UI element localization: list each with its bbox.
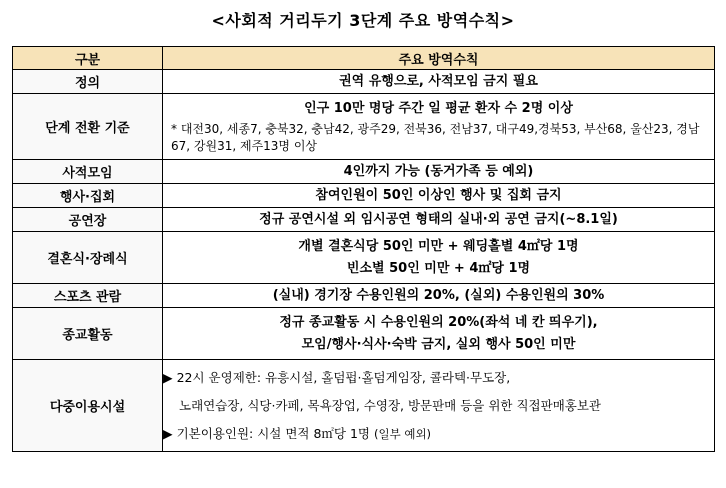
bullet-capacity: ▶ 기본이용인원: 시설 면적 8㎡당 1명 bbox=[163, 425, 370, 441]
header-rules: 주요 방역수칙 bbox=[163, 47, 715, 70]
row-rule bbox=[163, 284, 715, 308]
row-rule bbox=[163, 308, 715, 360]
table-row bbox=[13, 70, 715, 94]
table-row bbox=[13, 232, 715, 284]
rule-line: 권역 유행으로, 사적모임 금지 필요 bbox=[339, 73, 538, 89]
rule-line: 개별 결혼식당 50인 미만 + 웨딩홀별 4㎡당 1명 bbox=[298, 238, 579, 254]
row-category: 정의 bbox=[13, 70, 163, 94]
rule-line: 참여인원이 50인 이상인 행사 및 집회 금지 bbox=[315, 187, 562, 203]
table-header bbox=[13, 47, 715, 70]
bullet-capacity-note: (일부 예외) bbox=[373, 426, 432, 441]
row-rule bbox=[163, 232, 715, 284]
table-row bbox=[13, 360, 715, 452]
rule-line: 정규 공연시설 외 임시공연 형태의 실내·외 공연 금지(~8.1일) bbox=[259, 211, 618, 227]
row-category: 종교활동 bbox=[13, 308, 163, 360]
bullet-capacity-line bbox=[163, 420, 714, 448]
bullet-operating-hours: ▶ 22시 운영제한: 유흥시설, 홀덤펍·홀덤게임장, 콜라텍·무도장, bbox=[163, 369, 511, 385]
row-category: 결혼식·장례식 bbox=[13, 232, 163, 284]
row-rule bbox=[163, 70, 715, 94]
bullet-operating-hours-cont: 노래연습장, 식당·카페, 목욕장업, 수영장, 방문판매 등을 위한 직접판매홍보관 bbox=[179, 397, 602, 413]
rule-line: (실내) 경기장 수용인원의 20%, (실외) 수용인원의 30% bbox=[272, 287, 605, 303]
table-row bbox=[13, 94, 715, 160]
table-row bbox=[13, 208, 715, 232]
table-row bbox=[13, 308, 715, 360]
table-row bbox=[13, 160, 715, 184]
row-category: 단계 전환 기준 bbox=[13, 94, 163, 160]
rule-line: 모임/행사·식사·숙박 금지, 실외 행사 50인 미만 bbox=[301, 336, 576, 352]
regional-criteria-note: * 대전30, 세종7, 충북32, 충남42, 광주29, 전북36, 전남37, 대구49,경북53, 부산68, 울산23, 경남67, 강원31, 제주13명 이상 bbox=[171, 121, 700, 153]
rules-table bbox=[12, 46, 715, 452]
row-category: 사적모임 bbox=[13, 160, 163, 184]
row-rule bbox=[163, 184, 715, 208]
row-category: 행사·집회 bbox=[13, 184, 163, 208]
row-category: 공연장 bbox=[13, 208, 163, 232]
rule-line: 4인까지 가능 (동거가족 등 예외) bbox=[343, 163, 534, 179]
header-category: 구분 bbox=[13, 47, 163, 70]
row-rule bbox=[163, 94, 715, 160]
row-category: 다중이용시설 bbox=[13, 360, 163, 452]
row-rule bbox=[163, 360, 715, 452]
rule-line: 빈소별 50인 미만 + 4㎡당 1명 bbox=[346, 260, 531, 276]
rule-line: 정규 종교활동 시 수용인원의 20%(좌석 네 칸 띄우기), bbox=[279, 314, 598, 330]
rule-line: 인구 10만 명당 주간 일 평균 환자 수 2명 이상 bbox=[304, 100, 573, 116]
table-row bbox=[13, 284, 715, 308]
row-rule bbox=[163, 160, 715, 184]
table-row bbox=[13, 184, 715, 208]
row-rule bbox=[163, 208, 715, 232]
row-category: 스포츠 관람 bbox=[13, 284, 163, 308]
page-title: <사회적 거리두기 3단계 주요 방역수칙> bbox=[211, 11, 515, 30]
